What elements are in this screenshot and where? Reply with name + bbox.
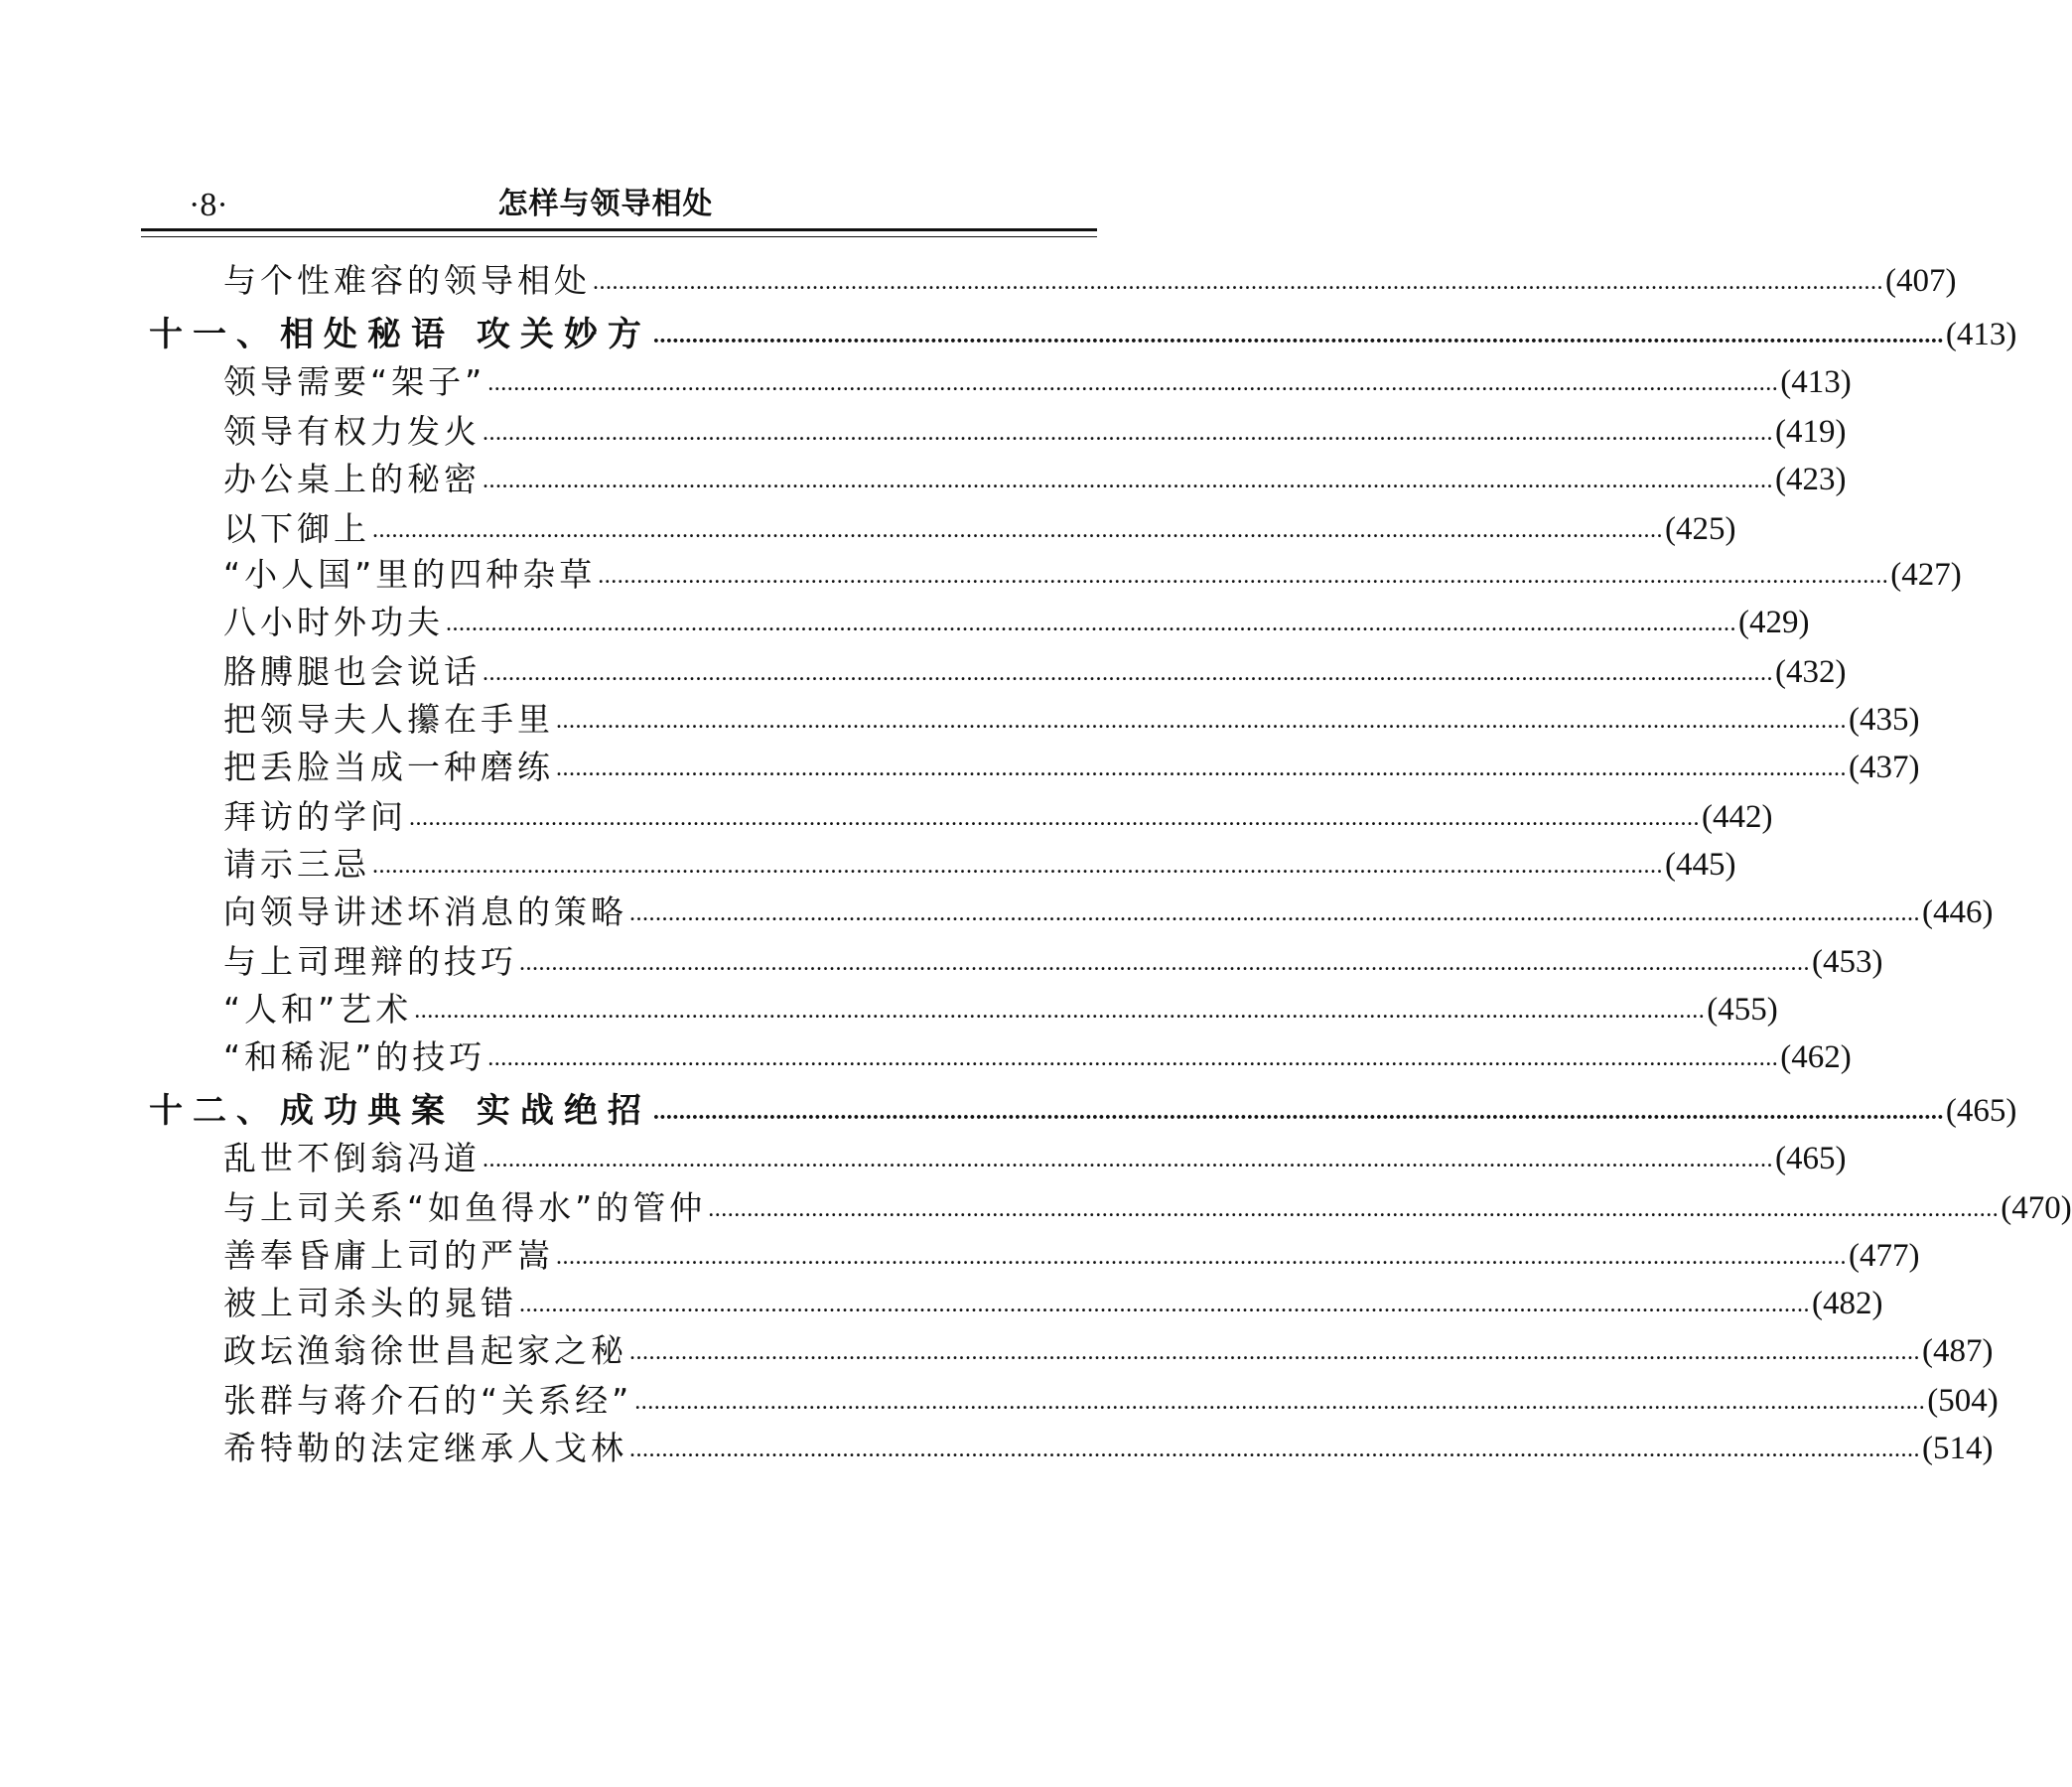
toc-entry	[223, 937, 1883, 983]
dot-leader: ........................................................................................................................................................................................................	[483, 420, 1773, 446]
dot-leader: ........................................................................................................................................................................................................	[708, 1196, 2000, 1222]
page-reference: (425)	[1665, 511, 1736, 547]
entry-title: 领导需要“架子”	[223, 362, 486, 401]
dot-leader: ........................................................................................................................................................................................................	[487, 370, 1779, 396]
toc-entry	[223, 792, 1773, 838]
dot-leader: ........................................................................................................................................................................................................	[483, 468, 1773, 493]
page-reference: (455)	[1707, 992, 1778, 1028]
dot-leader: ........................................................................................................................................................................................................	[629, 1339, 1920, 1365]
entry-title: 八小时外功夫	[223, 603, 444, 641]
toc-entry	[223, 1032, 1852, 1078]
dot-leader: ........................................................................................................................................................................................................	[652, 323, 1944, 348]
page-reference: (477)	[1849, 1238, 1920, 1274]
toc-entry	[223, 647, 1847, 693]
dot-leader: ........................................................................................................................................................................................................	[409, 805, 1700, 831]
entry-title: 以下御上	[223, 509, 370, 548]
dot-leader: ........................................................................................................................................................................................................	[519, 950, 1810, 976]
toc-entry	[223, 985, 1778, 1031]
entry-title: 政坛渔翁徐世昌起家之秘	[223, 1331, 627, 1370]
entry-title: 被上司杀头的晁错	[223, 1284, 517, 1322]
page-reference: (482)	[1812, 1286, 1883, 1321]
toc-entry	[223, 840, 1736, 886]
dot-leader: ........................................................................................................................................................................................................	[372, 853, 1663, 879]
entry-title: “和稀泥”的技巧	[223, 1037, 486, 1076]
toc-entry	[223, 407, 1847, 453]
dot-leader: ........................................................................................................................................................................................................	[487, 1045, 1779, 1071]
toc-entry	[223, 743, 1920, 788]
toc-chapter-heading	[149, 310, 2017, 355]
dot-leader: ........................................................................................................................................................................................................	[629, 1437, 1920, 1462]
entry-title: 希特勒的法定继承人戈林	[223, 1429, 627, 1467]
entry-title: 办公桌上的秘密	[223, 460, 481, 498]
page-reference: (470)	[2001, 1190, 2072, 1226]
page-reference: (487)	[1922, 1333, 1994, 1369]
entry-title: 乱世不倒翁冯道	[223, 1139, 481, 1177]
entry-title: 把丢脸当成一种磨练	[223, 748, 554, 786]
entry-title: 与上司关系“如鱼得水”的管仲	[223, 1188, 707, 1227]
toc-entry	[223, 455, 1847, 500]
toc-entry	[223, 598, 1810, 643]
running-header-title: 怎样与领导相处	[497, 187, 714, 221]
entry-title: 请示三忌	[223, 845, 370, 884]
page-reference: (462)	[1780, 1039, 1852, 1075]
toc-entry	[223, 1376, 1999, 1422]
page-reference: (435)	[1849, 702, 1920, 738]
page-reference: (429)	[1738, 605, 1810, 640]
toc-entry	[223, 256, 1957, 302]
page-reference: (442)	[1702, 799, 1773, 835]
page-reference: (446)	[1922, 894, 1994, 930]
dot-leader: ........................................................................................................................................................................................................	[593, 269, 1883, 295]
page-reference: (465)	[1775, 1141, 1847, 1176]
entry-title: 把领导夫人攥在手里	[223, 700, 554, 739]
dot-leader: ........................................................................................................................................................................................................	[483, 1147, 1773, 1172]
entry-title: 善奉昏庸上司的严嵩	[223, 1236, 554, 1275]
dot-leader: ........................................................................................................................................................................................................	[556, 708, 1847, 734]
page-reference: (445)	[1665, 847, 1736, 883]
chapter-title: 十一、相处秘语 攻关妙方	[149, 315, 651, 354]
entry-title: 胳膊腿也会说话	[223, 652, 481, 691]
dot-leader: ........................................................................................................................................................................................................	[519, 1292, 1810, 1317]
entry-title: 与上司理辩的技巧	[223, 942, 517, 981]
page-number: ·8·	[189, 187, 228, 223]
page-reference: (413)	[1945, 317, 2017, 352]
page-reference: (514)	[1922, 1431, 1994, 1466]
toc-entry	[223, 550, 1962, 596]
dot-leader: ........................................................................................................................................................................................................	[634, 1389, 1926, 1415]
toc-entry	[223, 357, 1852, 403]
page-reference: (504)	[1927, 1383, 1999, 1419]
toc-entry	[223, 1134, 1847, 1179]
page-reference: (437)	[1849, 750, 1920, 785]
toc-chapter-heading	[149, 1086, 2017, 1132]
toc-entry	[223, 1279, 1883, 1324]
toc-entry	[223, 1183, 2072, 1229]
dot-leader: ........................................................................................................................................................................................................	[556, 1244, 1847, 1270]
dot-leader: ........................................................................................................................................................................................................	[556, 756, 1847, 781]
page-reference: (427)	[1890, 557, 1962, 593]
dot-leader: ........................................................................................................................................................................................................	[372, 517, 1663, 543]
toc-entry	[223, 1326, 1994, 1372]
entry-title: 领导有权力发火	[223, 412, 481, 451]
page-reference: (413)	[1780, 364, 1852, 400]
toc-entry	[223, 1231, 1920, 1277]
entry-title: “人和”艺术	[223, 990, 413, 1029]
page-reference: (407)	[1885, 263, 1957, 299]
entry-title: “小人国”里的四种杂草	[223, 555, 597, 594]
toc-entry	[223, 695, 1920, 741]
entry-title: 与个性难容的领导相处	[223, 261, 591, 300]
page-reference: (423)	[1775, 462, 1847, 497]
toc-entry	[223, 888, 1994, 933]
toc-entry	[223, 1424, 1994, 1469]
page-reference: (432)	[1775, 654, 1847, 690]
entry-title: 拜访的学问	[223, 797, 407, 836]
chapter-title: 十二、成功典案 实战绝招	[149, 1091, 651, 1131]
dot-leader: ........................................................................................................................................................................................................	[598, 563, 1889, 589]
dot-leader: ........................................................................................................................................................................................................	[629, 900, 1920, 926]
entry-title: 张群与蒋介石的“关系经”	[223, 1381, 633, 1420]
dot-leader: ........................................................................................................................................................................................................	[414, 998, 1706, 1024]
page-reference: (465)	[1945, 1093, 2017, 1129]
dot-leader: ........................................................................................................................................................................................................	[446, 611, 1736, 636]
page-reference: (419)	[1775, 414, 1847, 450]
toc-entry	[223, 504, 1736, 550]
page-reference: (453)	[1812, 944, 1883, 980]
dot-leader: ........................................................................................................................................................................................................	[652, 1099, 1944, 1125]
dot-leader: ........................................................................................................................................................................................................	[483, 660, 1773, 686]
entry-title: 向领导讲述坏消息的策略	[223, 893, 627, 931]
